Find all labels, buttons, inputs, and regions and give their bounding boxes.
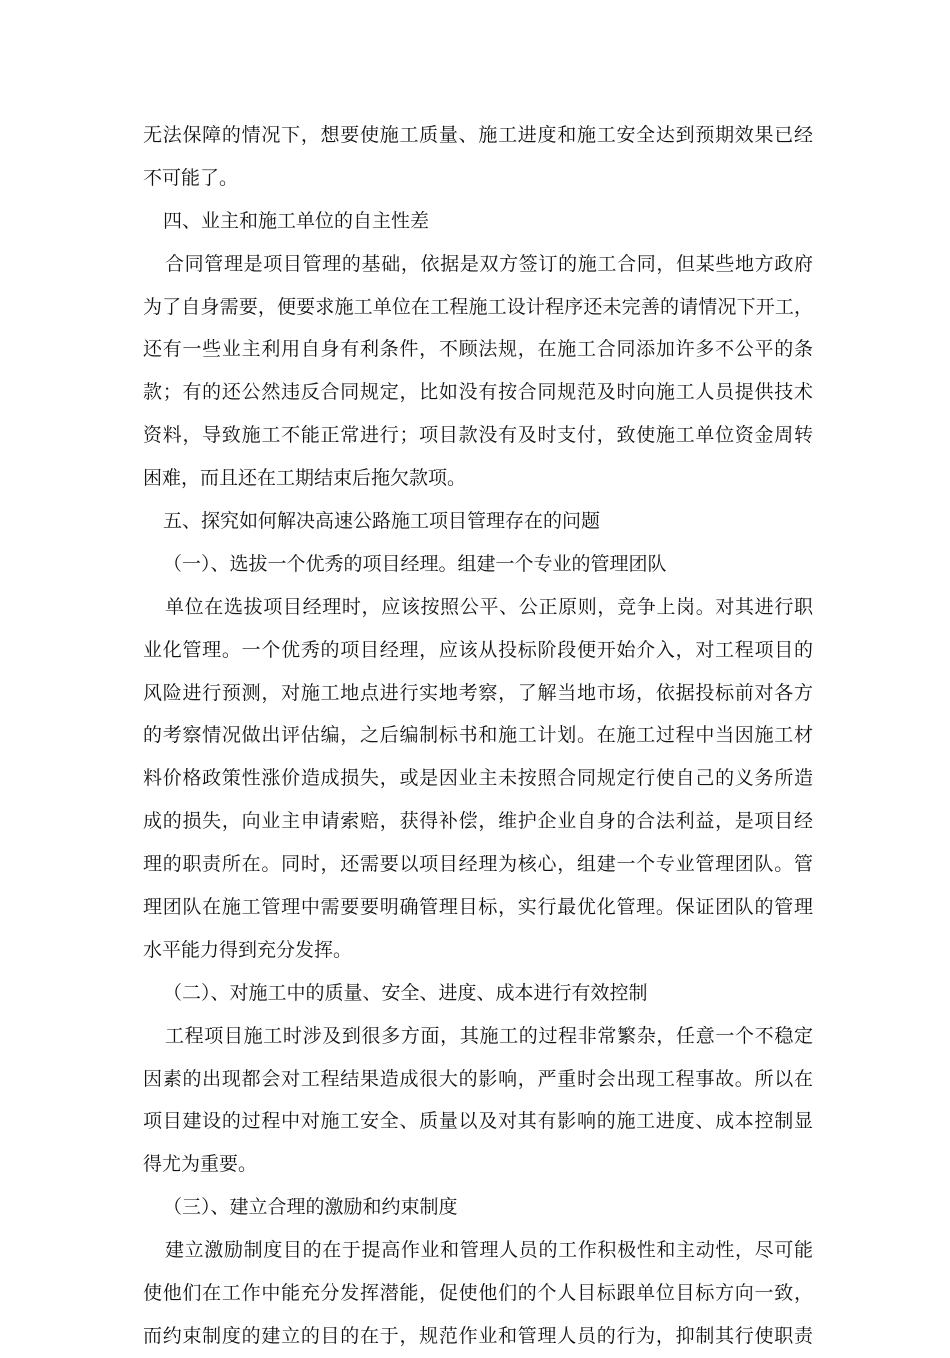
- text-line: 建立激励制度目的在于提高作业和管理人员的工作积极性和主动性，尽可能: [165, 1239, 813, 1262]
- text-line: 不可能了。: [143, 166, 239, 189]
- text-line: 得尤为重要。: [143, 1153, 258, 1176]
- text-line: 无法保障的情况下，想要使施工质量、施工进度和施工安全达到预期效果已经: [143, 124, 813, 146]
- document-body: [143, 114, 813, 1358]
- subsection-heading: （三）、建立合理的激励和约束制度: [163, 1196, 458, 1219]
- text-line: 项目建设的过程中对施工安全、质量以及对其有影响的施工进度、成本控制显: [143, 1110, 813, 1133]
- text-line: 工程项目施工时涉及到很多方面，其施工的过程非常繁杂，任意一个不稳定: [165, 1024, 813, 1047]
- text-line: 困难，而且还在工期结束后拖欠款项。: [143, 467, 467, 490]
- section-heading: 五、探究如何解决高速公路施工项目管理存在的问题: [163, 510, 601, 533]
- text-line: 因素的出现都会对工程结果造成很大的影响，严重时会出现工程事故。所以在: [143, 1067, 813, 1090]
- text-line: 为了自身需要，便要求施工单位在工程施工设计程序还未完善的请情况下开工，: [143, 295, 813, 318]
- section-heading: 四、业主和施工单位的自主性差: [163, 209, 430, 232]
- text-line: 料价格政策性涨价造成损失，或是因业主未按照合同规定行使自己的义务所造: [143, 767, 813, 790]
- text-line: 使他们在工作中能充分发挥潜能，促使他们的个人目标跟单位目标方向一致，: [143, 1282, 813, 1305]
- text-line: 成的损失，向业主申请索赔，获得补偿，维护企业自身的合法利益，是项目经: [143, 810, 813, 833]
- text-line: 水平能力得到充分发挥。: [143, 938, 353, 961]
- text-line: 还有一些业主利用自身有利条件，不顾法规，在施工合同添加许多不公平的条: [143, 338, 813, 361]
- text-line: 理团队在施工管理中需要要明确管理目标，实行最优化管理。保证团队的管理: [143, 896, 813, 919]
- text-line: 单位在选拔项目经理时，应该按照公平、公正原则，竞争上岗。对其进行职: [165, 595, 813, 618]
- text-line: 理的职责所在。同时，还需要以项目经理为核心，组建一个专业管理团队。管: [143, 853, 813, 876]
- subsection-heading: （二）、对施工中的质量、安全、进度、成本进行有效控制: [163, 981, 648, 1004]
- text-line: 的考察情况做出评估编，之后编制标书和施工计划。在施工过程中当因施工材: [143, 724, 813, 747]
- subsection-heading: （一）、选拔一个优秀的项目经理。组建一个专业的管理团队: [163, 552, 667, 575]
- text-line: 合同管理是项目管理的基础，依据是双方签订的施工合同，但某些地方政府: [165, 252, 813, 275]
- text-line: 业化管理。一个优秀的项目经理，应该从投标阶段便开始介入，对工程项目的: [143, 638, 813, 661]
- text-line: 风险进行预测，对施工地点进行实地考察，了解当地市场，依据投标前对各方: [143, 681, 813, 704]
- text-line: 资料，导致施工不能正常进行；项目款没有及时支付，致使施工单位资金周转: [143, 424, 813, 447]
- text-line: 款；有的还公然违反合同规定，比如没有按合同规范及时向施工人员提供技术: [143, 381, 813, 404]
- text-line: 而约束制度的建立的目的在于，规范作业和管理人员的行为，抑制其行使职责: [143, 1324, 813, 1347]
